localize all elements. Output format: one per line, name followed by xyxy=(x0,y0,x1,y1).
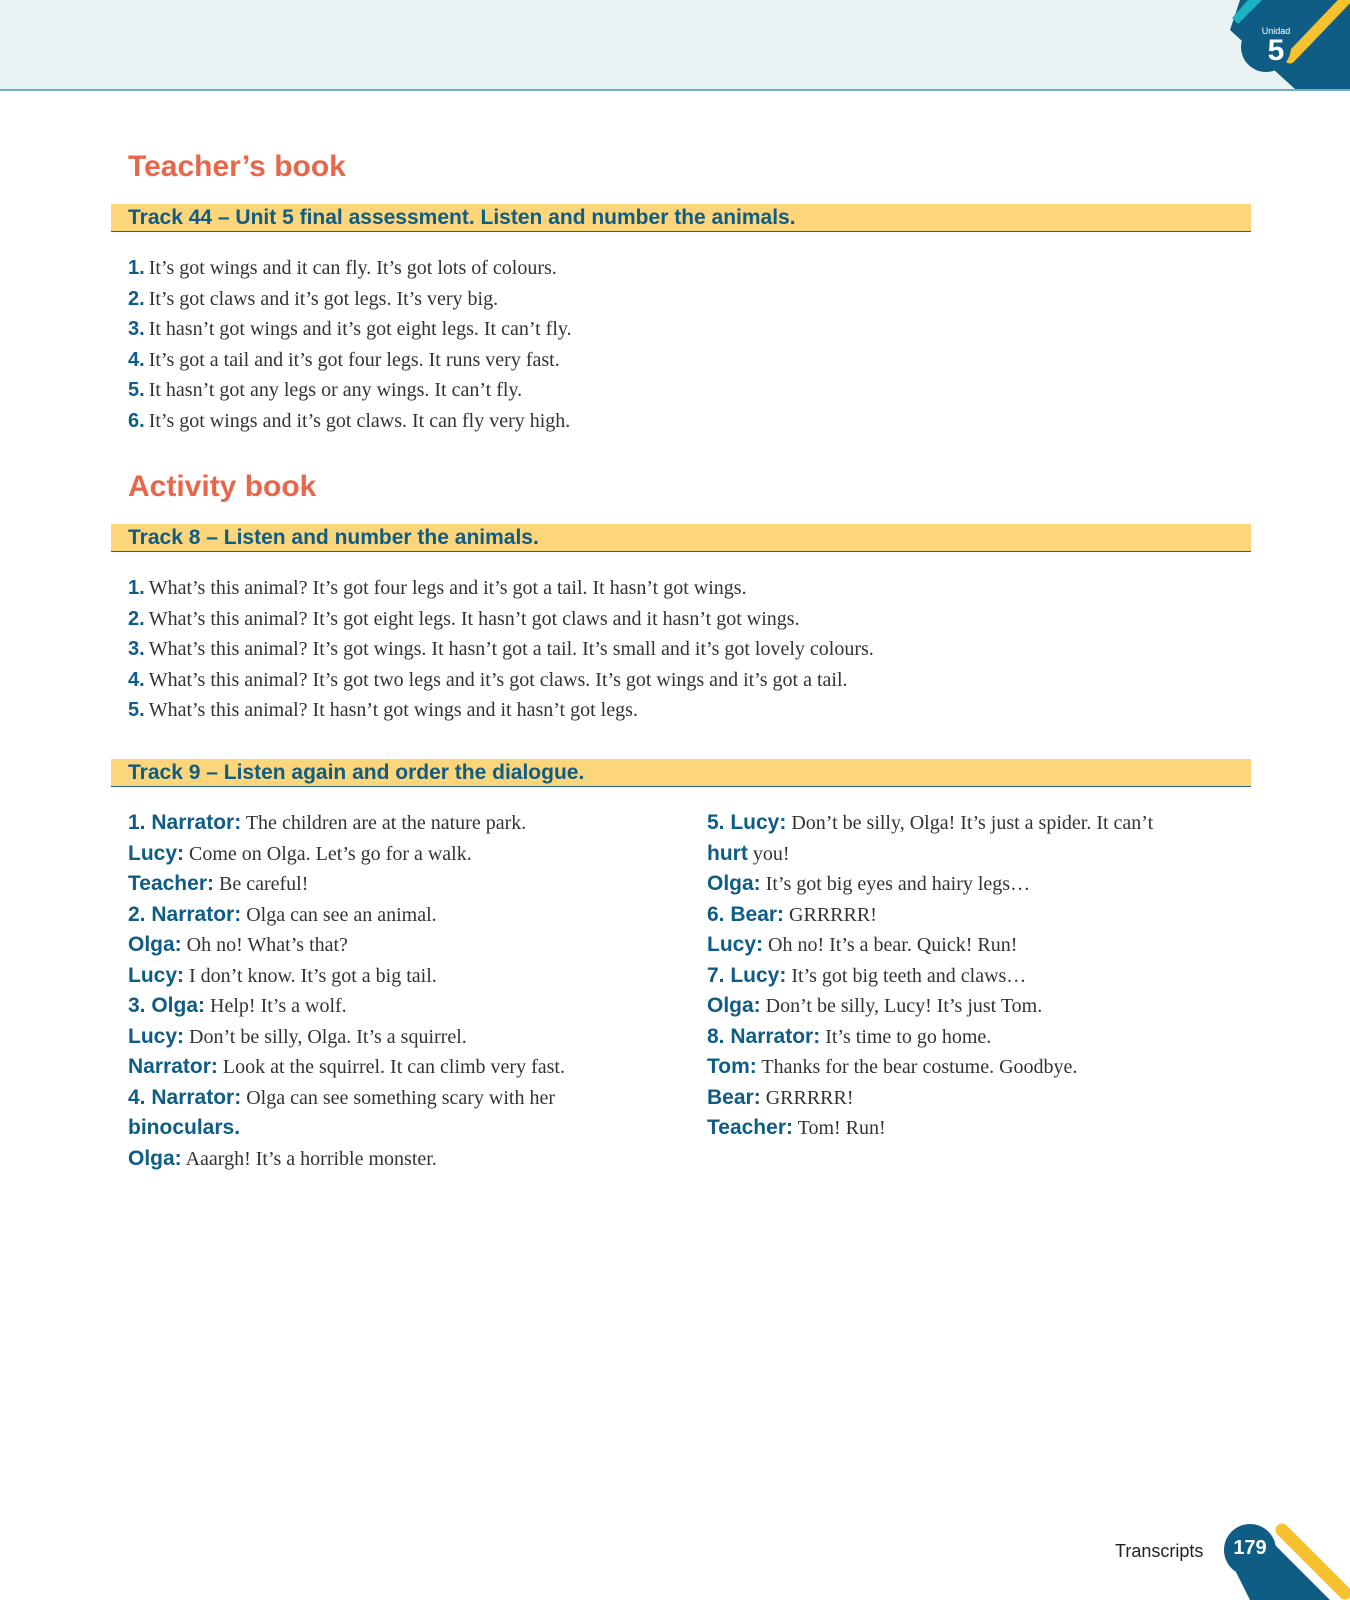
page-tab-graphic xyxy=(1220,1520,1350,1600)
teachers-book-title: Teacher’s book xyxy=(128,150,346,183)
dialogue-line xyxy=(128,869,688,900)
dialogue-line xyxy=(128,839,688,870)
page-number: 179 xyxy=(1233,1537,1267,1559)
item-number: 5. xyxy=(128,379,145,401)
unit-number: 5 xyxy=(1267,34,1285,67)
dialogue-line xyxy=(128,900,688,931)
list-item xyxy=(128,284,572,315)
dialogue-text: Thanks for the bear costume. Goodbye. xyxy=(761,1056,1078,1078)
dialogue-text: Tom! Run! xyxy=(797,1117,886,1139)
unit-label: Unidad xyxy=(1261,26,1291,36)
speaker-label: 2. Narrator: xyxy=(128,902,242,926)
dialogue-line xyxy=(707,961,1227,992)
item-number: 1. xyxy=(128,257,145,279)
item-number: 2. xyxy=(128,287,145,310)
dialogue-line xyxy=(707,808,1227,869)
speaker-label: Teacher: xyxy=(128,872,214,895)
speaker-label: Tom: xyxy=(707,1055,757,1078)
track-44-heading-bar xyxy=(111,204,1251,232)
list-item xyxy=(128,253,572,284)
track-8-heading: Track 8 – Listen and number the animals. xyxy=(128,526,539,549)
dialogue-line xyxy=(128,1144,688,1175)
dialogue-text: Help! It’s a wolf. xyxy=(210,995,347,1017)
footer-label: Transcripts xyxy=(1115,1541,1204,1561)
speaker-label: Olga: xyxy=(707,994,761,1017)
item-text: What’s this animal? It hasn’t got wings and it hasn’t got legs. xyxy=(148,699,638,721)
item-text: It’s got claws and it’s got legs. It’s very big. xyxy=(148,287,499,310)
dialogue-line xyxy=(707,930,1227,961)
speaker-label: 3. Olga: xyxy=(128,994,206,1017)
list-item xyxy=(128,665,874,696)
speaker-label: 1. Narrator: xyxy=(128,811,242,834)
dialogue-text: Don’t be silly, Olga! It’s just a spider. It can’t xyxy=(791,812,1154,834)
track-9-heading-bar xyxy=(111,759,1251,787)
speaker-label: Teacher: xyxy=(707,1116,793,1139)
item-number: 2. xyxy=(128,607,145,630)
dialogue-text: Come on Olga. Let’s go for a walk. xyxy=(189,842,472,865)
dialogue-line xyxy=(707,1052,1227,1083)
list-item xyxy=(128,375,572,406)
list-item xyxy=(128,345,572,376)
item-text: It’s got a tail and it’s got four legs. It runs very fast. xyxy=(148,348,560,371)
dialogue-text: Olga can see something scary with her xyxy=(246,1086,555,1109)
page-number-tag xyxy=(1220,1520,1350,1600)
dialogue-line xyxy=(128,930,688,961)
item-text: It’s got wings and it can fly. It’s got lots of colours. xyxy=(148,257,557,279)
speaker-label: Lucy: xyxy=(128,841,185,865)
dialogue-text: Oh no! What’s that? xyxy=(186,934,348,956)
dialogue-line xyxy=(707,1113,1227,1144)
item-text: What’s this animal? It’s got four legs and it’s got a tail. It hasn’t got wings. xyxy=(148,577,747,599)
item-text: It hasn’t got any legs or any wings. It can’t fly. xyxy=(148,379,523,401)
dialogue-right-column xyxy=(707,808,1227,1144)
speaker-label: 7. Lucy: xyxy=(707,963,787,987)
dialogue-text: GRRRRR! xyxy=(789,903,877,926)
speaker-label: Narrator: xyxy=(128,1055,218,1078)
list-item xyxy=(128,634,874,665)
dialogue-line xyxy=(128,1083,688,1144)
dialogue-text-continued: you! xyxy=(752,842,790,865)
speaker-label: Olga: xyxy=(707,872,761,895)
item-number: 4. xyxy=(128,668,145,691)
dialogue-line xyxy=(707,869,1227,900)
speaker-label: Lucy: xyxy=(707,933,764,956)
dialogue-text: Don’t be silly, Lucy! It’s just Tom. xyxy=(765,995,1043,1017)
track-8-heading-bar xyxy=(111,524,1251,552)
item-text: It’s got wings and it’s got claws. It can fly very high. xyxy=(148,409,571,432)
item-number: 3. xyxy=(128,318,145,340)
list-item xyxy=(128,695,874,726)
list-item xyxy=(128,604,874,635)
item-text: What’s this animal? It’s got eight legs. It hasn’t got claws and it hasn’t got wings. xyxy=(148,607,800,630)
dialogue-text: It’s time to go home. xyxy=(825,1025,992,1048)
item-number: 4. xyxy=(128,348,145,371)
dialogue-text: The children are at the nature park. xyxy=(245,812,527,834)
dialogue-text: GRRRRR! xyxy=(765,1086,854,1109)
dialogue-line xyxy=(128,991,688,1022)
dialogue-line xyxy=(707,991,1227,1022)
track-9-heading: Track 9 – Listen again and order the dialogue. xyxy=(128,761,585,784)
speaker-label: Lucy: xyxy=(128,1024,185,1048)
dialogue-text: Be careful! xyxy=(218,873,309,895)
speaker-label: 8. Narrator: xyxy=(707,1024,821,1048)
item-number: 1. xyxy=(128,577,145,599)
dialogue-text: It’s got big teeth and claws… xyxy=(791,964,1027,987)
dialogue-bold-word: binoculars. xyxy=(128,1116,241,1139)
track-44-list xyxy=(128,253,572,436)
speaker-label: Lucy: xyxy=(128,963,185,987)
item-text: What’s this animal? It’s got two legs and it’s got claws. It’s got wings and it’s got a tail. xyxy=(148,668,848,691)
activity-book-title: Activity book xyxy=(128,470,317,503)
dialogue-line xyxy=(707,1083,1227,1114)
dialogue-line xyxy=(128,1052,688,1083)
track-44-heading: Track 44 – Unit 5 final assessment. Listen and number the animals. xyxy=(128,206,796,229)
speaker-label: 6. Bear: xyxy=(707,902,785,926)
list-item xyxy=(128,406,572,437)
dialogue-text: I don’t know. It’s got a big tail. xyxy=(189,964,437,987)
dialogue-text: Aaargh! It’s a horrible monster. xyxy=(185,1147,437,1170)
header-band xyxy=(0,0,1350,91)
item-number: 5. xyxy=(128,699,145,721)
dialogue-line xyxy=(128,1022,688,1053)
dialogue-line xyxy=(707,1022,1227,1053)
speaker-label: Olga: xyxy=(128,933,182,956)
dialogue-line xyxy=(128,808,688,839)
dialogue-text: Look at the squirrel. It can climb very fast. xyxy=(222,1056,565,1078)
dialogue-text: Olga can see an animal. xyxy=(246,903,437,926)
dialogue-text: Oh no! It’s a bear. Quick! Run! xyxy=(768,934,1018,956)
dialogue-line xyxy=(707,900,1227,931)
dialogue-text: It’s got big eyes and hairy legs… xyxy=(765,873,1031,895)
list-item xyxy=(128,314,572,345)
track-8-list xyxy=(128,573,874,726)
dialogue-left-column xyxy=(128,808,688,1174)
speaker-label: 4. Narrator: xyxy=(128,1085,242,1109)
item-number: 6. xyxy=(128,409,145,432)
speaker-label: 5. Lucy: xyxy=(707,811,787,834)
dialogue-line xyxy=(128,961,688,992)
list-item xyxy=(128,573,874,604)
item-number: 3. xyxy=(128,638,145,660)
speaker-label: Bear: xyxy=(707,1085,761,1109)
speaker-label: Olga: xyxy=(128,1146,182,1170)
item-text: What’s this animal? It’s got wings. It hasn’t got a tail. It’s small and it’s got lovely colours. xyxy=(148,638,874,660)
dialogue-text: Don’t be silly, Olga. It’s a squirrel. xyxy=(189,1025,467,1048)
dialogue-bold-word: hurt xyxy=(707,841,748,865)
item-text: It hasn’t got wings and it’s got eight legs. It can’t fly. xyxy=(148,318,572,340)
